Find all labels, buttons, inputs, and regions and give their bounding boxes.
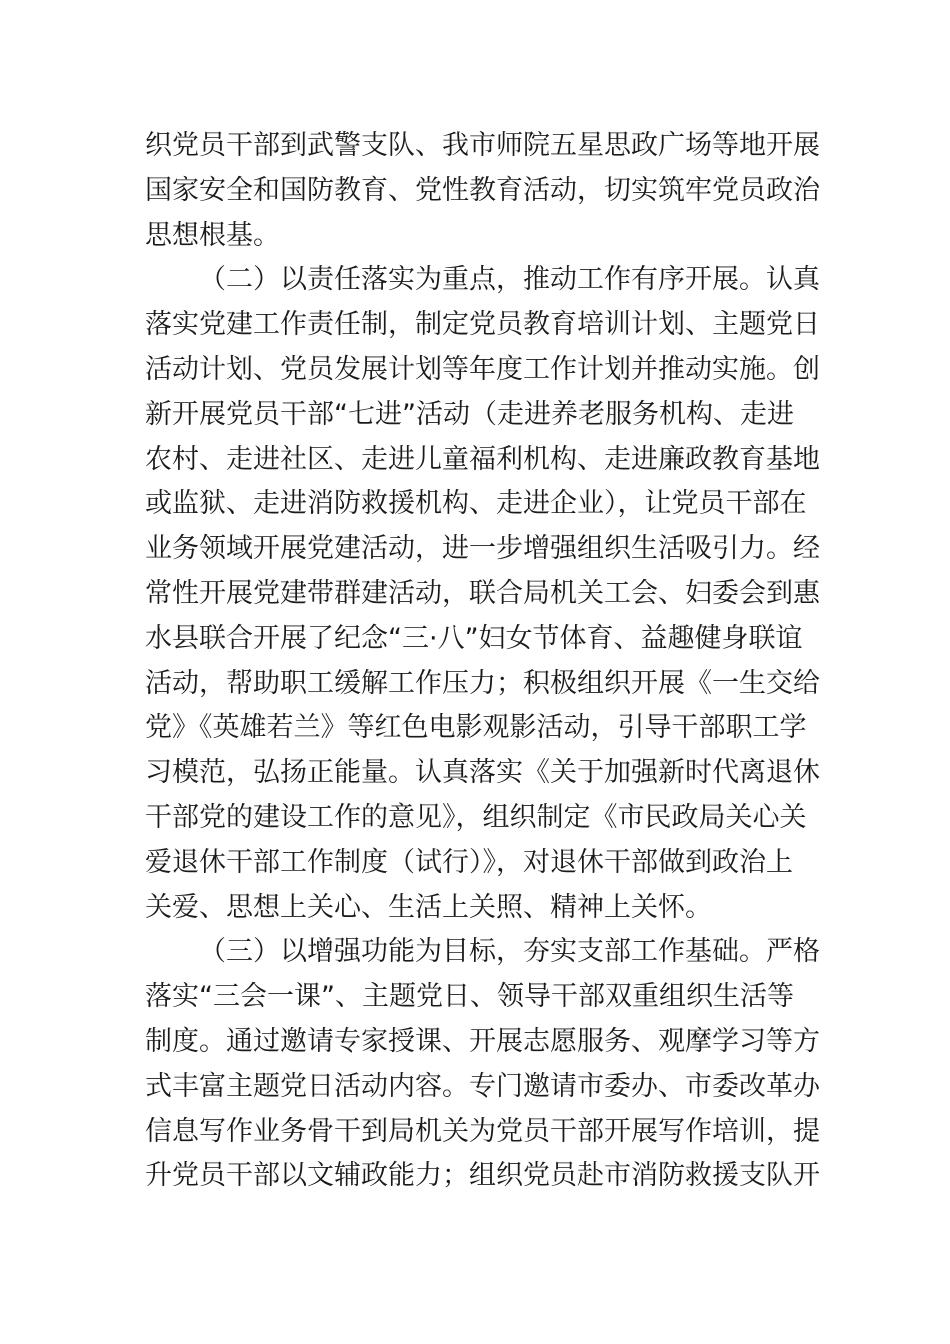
- text-line: 常性开展党建带群建活动，联合局机关工会、妇委会到惠: [145, 577, 820, 609]
- paragraph-3: [145, 930, 820, 1199]
- text-line: 式丰富主题党日活动内容。专门邀请市委办、市委改革办: [145, 1070, 820, 1102]
- text-line: 落实党建工作责任制，制定党员教育培训计划、主题党日: [145, 309, 820, 341]
- text-line: 织党员干部到武警支队、我市师院五星思政广场等地开展: [145, 130, 820, 161]
- text-line: 制度。通过邀请专家授课、开展志愿服务、观摩学习等方: [145, 1025, 820, 1057]
- text-line: 关爱、思想上关心、生活上关照、精神上关怀。: [145, 891, 712, 923]
- text-line: （三）以增强功能为目标，夯实支部工作基础。严格: [199, 936, 820, 968]
- paragraph-1: [145, 124, 820, 258]
- text-line: 水县联合开展了纪念“三·八”妇女节体育、益趣健身联谊: [145, 622, 803, 654]
- text-line: 升党员干部以文辅政能力；组织党员赴市消防救援支队开: [145, 1160, 820, 1192]
- text-line: 活动计划、党员发展计划等年度工作计划并推动实施。创: [145, 353, 820, 385]
- text-line: 党》《英雄若兰》等红色电影观影活动，引导干部职工学: [145, 712, 807, 744]
- text-line: 落实“三会一课”、主题党日、领导干部双重组织生活等: [145, 981, 794, 1013]
- text-line: 信息写作业务骨干到局机关为党员干部开展写作培训，提: [145, 1115, 820, 1147]
- text-line: 新开展党员干部“七进”活动（走进养老服务机构、走进: [145, 398, 794, 430]
- text-line: 活动，帮助职工缓解工作压力；积极组织开展《一生交给: [145, 667, 820, 699]
- text-line: 农村、走进社区、走进儿童福利机构、走进廉政教育基地: [145, 443, 820, 475]
- paragraph-2: [145, 258, 820, 930]
- text-line: 习模范，弘扬正能量。认真落实《关于加强新时代离退休: [145, 757, 820, 789]
- text-line: 业务领域开展党建活动，进一步增强组织生活吸引力。经: [145, 533, 820, 565]
- text-line: 国家安全和国防教育、党性教育活动，切实筑牢党员政治: [145, 174, 820, 206]
- text-line: 爱退休干部工作制度（试行）》，对退休干部做到政治上: [145, 846, 793, 878]
- text-line: 干部党的建设工作的意见》，组织制定《市民政局关心关: [145, 801, 807, 833]
- text-line: 思想根基。: [145, 219, 280, 251]
- text-line: （二）以责任落实为重点，推动工作有序开展。认真: [199, 264, 820, 296]
- text-line: 或监狱、走进消防救援机构、走进企业），让党员干部在: [145, 488, 807, 520]
- document-body: [145, 124, 820, 1199]
